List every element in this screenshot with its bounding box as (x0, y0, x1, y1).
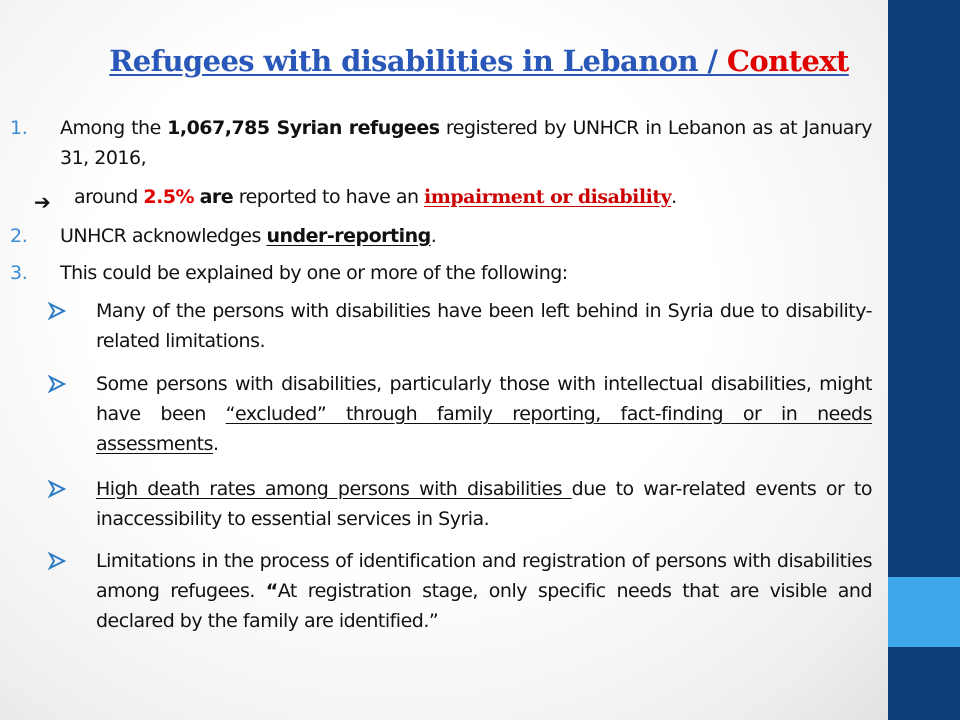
sub-item-2-period: . (213, 433, 219, 455)
sub-item-4-text-b: At registration stage, only specific needs that are visible and declared by the family are identified.” (96, 580, 873, 632)
impairment-link-text: impairment or disability (424, 186, 672, 208)
chevron-right-icon (46, 546, 68, 576)
chevron-right-icon (46, 369, 68, 399)
sub-item-1 (96, 296, 872, 356)
excluded-text: “excluded” through family reporting, fact-finding or in needs assessments (96, 403, 872, 455)
list-number-1: 1. (10, 117, 28, 139)
arrow-text-b: reported to have an (233, 186, 425, 208)
title-main: Refugees with disabilities in Lebanon / (109, 44, 727, 78)
under-reporting-text: under-reporting (266, 225, 431, 247)
refugee-count: 1,067,785 Syrian refugees (167, 117, 440, 139)
title-highlight: Context (726, 44, 849, 78)
sidebar-light-block (888, 577, 960, 647)
list-number-2: 2. (10, 225, 28, 247)
sub-item-1-text: Many of the persons with disabilities have been left behind in Syria due to disability-related limitations. (96, 300, 872, 352)
arrow-text-a: around (74, 186, 144, 208)
list-item-arrow (74, 182, 872, 212)
sub-item-4-quote-mark: “ (265, 580, 278, 602)
disability-percentage: 2.5% (143, 186, 195, 208)
sub-item-2 (96, 369, 872, 459)
list-item-1 (60, 113, 872, 173)
sub-item-3-text-b: due to war-related events or to inaccessibility to essential services in Syria. (96, 478, 872, 530)
item-1-text-b: registered by UNHCR in Lebanon as at January 31, 2016, (60, 117, 872, 169)
item-1-text-a: Among the (60, 117, 168, 139)
chevron-right-icon (46, 474, 68, 504)
sub-item-4-text-a: Limitations in the process of identification and registration of persons with disabilities among refugees. (96, 550, 872, 602)
list-number-3: 3. (10, 262, 28, 284)
sub-item-2-text-a: Some persons with disabilities, particularly those with intellectual disabilities, might have been (96, 373, 872, 425)
list-item-2 (60, 221, 872, 251)
item-3-text: This could be explained by one or more of the following: (60, 262, 568, 284)
death-rates-text: High death rates among persons with disabilities (96, 478, 572, 500)
sub-item-4 (96, 546, 872, 636)
right-arrow-icon: ➔ (34, 190, 51, 214)
arrow-period: . (671, 186, 677, 208)
item-2-period: . (430, 225, 437, 247)
sub-item-3 (96, 474, 872, 534)
sidebar-decoration (888, 0, 960, 720)
list-item-3 (60, 258, 872, 288)
item-2-text-a: UNHCR acknowledges (60, 225, 267, 247)
arrow-text-are: are (199, 186, 234, 208)
chevron-right-icon (46, 296, 68, 326)
